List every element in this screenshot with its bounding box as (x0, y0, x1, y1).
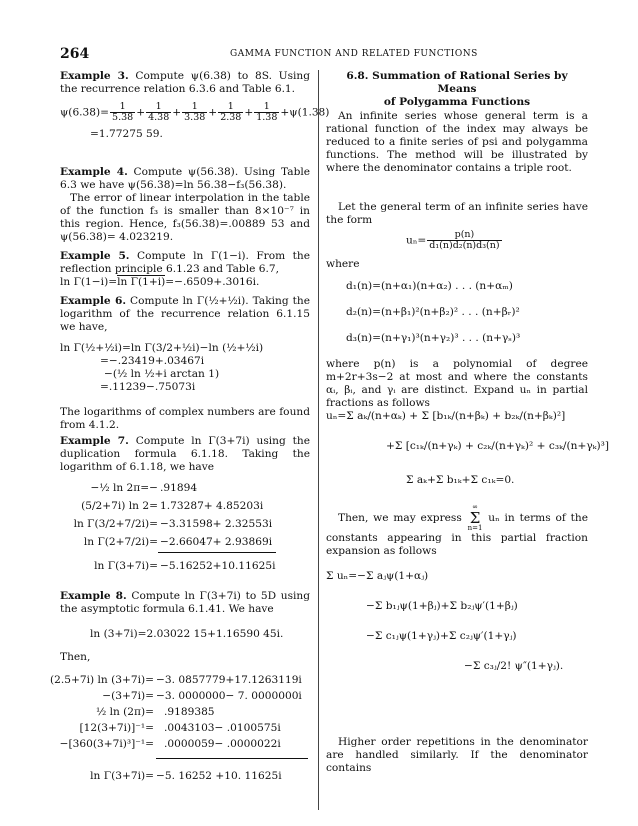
ex8-row-2-value: −3. 0000000− 7. 0000000i (156, 690, 302, 702)
example-5 (60, 250, 310, 289)
section-heading (326, 70, 588, 109)
example-6 (60, 295, 310, 432)
example-6-line-2: =−.23419+.03467i (100, 355, 205, 367)
ex7-row-3-label: ln Γ(3/2+7/2i)= (73, 518, 158, 530)
d1-definition: d₁(n)=(n+α₁)(n+α₂) . . . (n+αₘ) (346, 280, 513, 292)
paragraph-2: Let the general term of an infinite series have the form (326, 201, 588, 226)
sum-symbol: ∞ Σ n=1 (467, 503, 483, 532)
example-6-label: Example 6. (60, 295, 127, 307)
ex8-final-label: ln Γ(3+7i)= (90, 770, 154, 782)
ex7-row-4-label: ln Γ(2+7/2i)= (83, 536, 158, 548)
paragraph-4: Then, we may express ∞ Σ n=1 uₙ in terms of the constants appearing in this partial fraction expansion as follows (326, 503, 588, 557)
psi-lhs: ψ(6.38)= (60, 106, 110, 119)
example-6-text: Compute ln Γ(½+½i). Taking the logarithm of the recurrence relation 6.1.15 we have, (60, 295, 310, 333)
paragraph-5: Higher order repetitions in the denominator are handled similarly. If the denominator contains (326, 736, 588, 774)
running-title: GAMMA FUNCTION AND RELATED FUNCTIONS (230, 49, 478, 59)
example-5-equation: ln Γ(1−i)=ln Γ(1+i)=−.6509+.3016i. (60, 276, 260, 288)
example-5-text: Compute ln Γ(1−i). From the reflection principle 6.1.23 and Table 6.7, (60, 250, 311, 275)
result-line-1: Σ uₙ=−Σ aⱼψ(1+αⱼ) (326, 570, 429, 582)
section-title-line-2: of Polygamma Functions (383, 96, 531, 108)
ex8-final-value: −5. 16252 +10. 11625i (156, 770, 282, 782)
sum-rule (158, 552, 276, 553)
fraction-1: $\frac{1}{5.38}$ (112, 101, 134, 123)
example-5-label: Example 5. (60, 250, 130, 262)
example-7 (60, 435, 310, 584)
sum-rule-2 (156, 758, 308, 759)
example-4-text: Compute ψ(56.38). Using Table 6.3 we have ψ(56.38)=ln 56.38−f₃(56.38). (60, 166, 311, 191)
general-term-equation: uₙ= $\frac{p(n)}{\text{d₁(n)d₂(n)d₃(n)}}$ (406, 229, 500, 251)
example-4-text2: The error of linear interpolation in the table of the function f₃ is smaller than 8×10⁻⁷ in this region. Hence, f₃(56.38)=.00889 53 and ψ(56.38)= 4.023219. (60, 192, 310, 243)
example-6-line-4: =.11239−.75073i (100, 381, 196, 393)
example-8-table (50, 674, 310, 792)
example-8-then: Then, (60, 651, 91, 663)
ex7-row-4-value: −2.66047+ 2.93869i (160, 536, 273, 548)
example-3-result: =1.77275 59. (90, 128, 163, 140)
ex8-row-1-value: −3. 0857779+17.1263119i (156, 674, 302, 686)
fraction-4: $\frac{1}{2.38}$ (220, 101, 242, 123)
ex7-row-2-value: 1.73287+ 4.85203i (160, 500, 264, 512)
ex7-row-5-value: −5.16252+10.11625i (160, 560, 276, 572)
result-line-4: −Σ c₃ⱼ/2! ψ″(1+γⱼ). (464, 660, 564, 672)
example-3-text: Compute ψ(6.38) to 8S. Using the recurrence relation 6.3.6 and Table 6.1. (60, 70, 310, 95)
partial-fraction-line-2: +Σ [c₁ₖ/(n+γₖ) + c₂ₖ/(n+γₖ)² + c₃ₖ/(n+γₖ)³] (386, 440, 610, 452)
ex8-row-2-label: −(3+7i)= (102, 690, 154, 702)
result-line-2: −Σ b₁ⱼψ(1+βⱼ)+Σ b₂ⱼψ′(1+βⱼ) (366, 600, 518, 612)
example-3 (60, 70, 330, 141)
example-8-label: Example 8. (60, 590, 127, 602)
ex7-row-2-label: (5/2+7i) ln 2= (81, 500, 158, 512)
example-8-equation: ln (3+7i)=2.03022 15+1.16590 45i. (90, 628, 284, 640)
ex7-row-3-value: −3.31598+ 2.32553i (160, 518, 273, 530)
paragraph-3: where p(n) is a polynomial of degree m+2r+3s−2 at most and where the constants αᵢ, βᵢ, and γᵢ are distinct. Expand uₙ in partial fractions as follows (326, 358, 588, 409)
paragraph-1: An infinite series whose general term is a rational function of the index may always be reduced to a finite series of psi and polygamma functions. The method will be illustrated by where the denominator contains a triple root. (326, 110, 588, 174)
general-term-fraction: $\frac{p(n)}{\text{d₁(n)d₂(n)d₃(n)}}$ (429, 229, 500, 251)
example-7-text: Compute ln Γ(3+7i) using the duplication formula 6.1.18. Taking the logarithm of 6.1.18, we have (60, 435, 310, 473)
psi-tail: +ψ(1.38) (280, 106, 330, 119)
page-number: 264 (60, 46, 90, 62)
fraction-2: $\frac{1}{4.38}$ (148, 101, 170, 123)
example-4 (60, 166, 310, 244)
example-7-table (60, 480, 310, 584)
ex8-row-1-label: (2.5+7i) ln (3+7i)= (50, 674, 154, 686)
where-label: where (326, 258, 360, 270)
ex8-row-4-value: .0043103− .0100575i (164, 722, 281, 734)
example-4-label: Example 4. (60, 166, 128, 178)
ex8-row-3-value: .9189385 (164, 706, 215, 718)
example-7-label: Example 7. (60, 435, 129, 447)
example-6-line-3: −(½ ln ½+i arctan 1) (104, 368, 220, 380)
partial-fraction-line-1: uₙ=Σ aₖ/(n+αₖ) + Σ [b₁ₖ/(n+βₖ) + b₂ₖ/(n+βₖ)²] (326, 410, 566, 422)
example-6-after: The logarithms of complex numbers are found from 4.1.2. (60, 406, 310, 431)
ex8-row-4-label: [12(3+7i)]⁻¹= (79, 722, 154, 734)
ex7-row-1-label: −½ ln 2π=− (90, 482, 158, 494)
example-3-label: Example 3. (60, 70, 129, 82)
fraction-3: $\frac{1}{3.38}$ (184, 101, 206, 123)
ex7-row-1-value: .91894 (160, 482, 198, 494)
zero-sum-condition: Σ aₖ+Σ b₁ₖ+Σ c₁ₖ=0. (406, 474, 515, 486)
fraction-5: $\frac{1}{1.38}$ (256, 101, 278, 123)
ex8-row-5-value: .0000059− .0000022i (164, 738, 281, 750)
result-line-3: −Σ c₁ⱼψ(1+γⱼ)+Σ c₂ⱼψ′(1+γⱼ) (366, 630, 517, 642)
column-divider (318, 70, 319, 810)
ex8-row-5-label: −[360(3+7i)³]⁻¹= (59, 738, 154, 750)
conjugate-term: ln Γ(1+i) (117, 276, 166, 288)
ex8-row-3-label: ½ ln (2π)= (95, 706, 154, 718)
example-3-equation: ψ(6.38)= $\frac{1}{5.38}$ + $\frac{1}{4.38}$ + $\frac{1}{3.38}$ + $\frac{1}{2.38}$ + $\frac{1}{1.38}$ +ψ(1.38) (60, 101, 330, 123)
ex7-row-5-label: ln Γ(3+7i)= (94, 560, 158, 572)
example-8-text: Compute ln Γ(3+7i) to 5D using the asymptotic formula 6.1.41. We have (60, 590, 311, 615)
d3-definition: d₃(n)=(n+γ₁)³(n+γ₂)³ . . . (n+γₛ)³ (346, 332, 521, 344)
example-6-line-1: ln Γ(½+½i)=ln Γ(3/2+½i)−ln (½+½i) (60, 342, 264, 354)
section-title-line-1: 6.8. Summation of Rational Series by Means (346, 70, 568, 95)
d2-definition: d₂(n)=(n+β₁)²(n+β₂)² . . . (n+βᵣ)² (346, 306, 520, 318)
page-header (60, 46, 580, 62)
example-8 (50, 590, 311, 792)
